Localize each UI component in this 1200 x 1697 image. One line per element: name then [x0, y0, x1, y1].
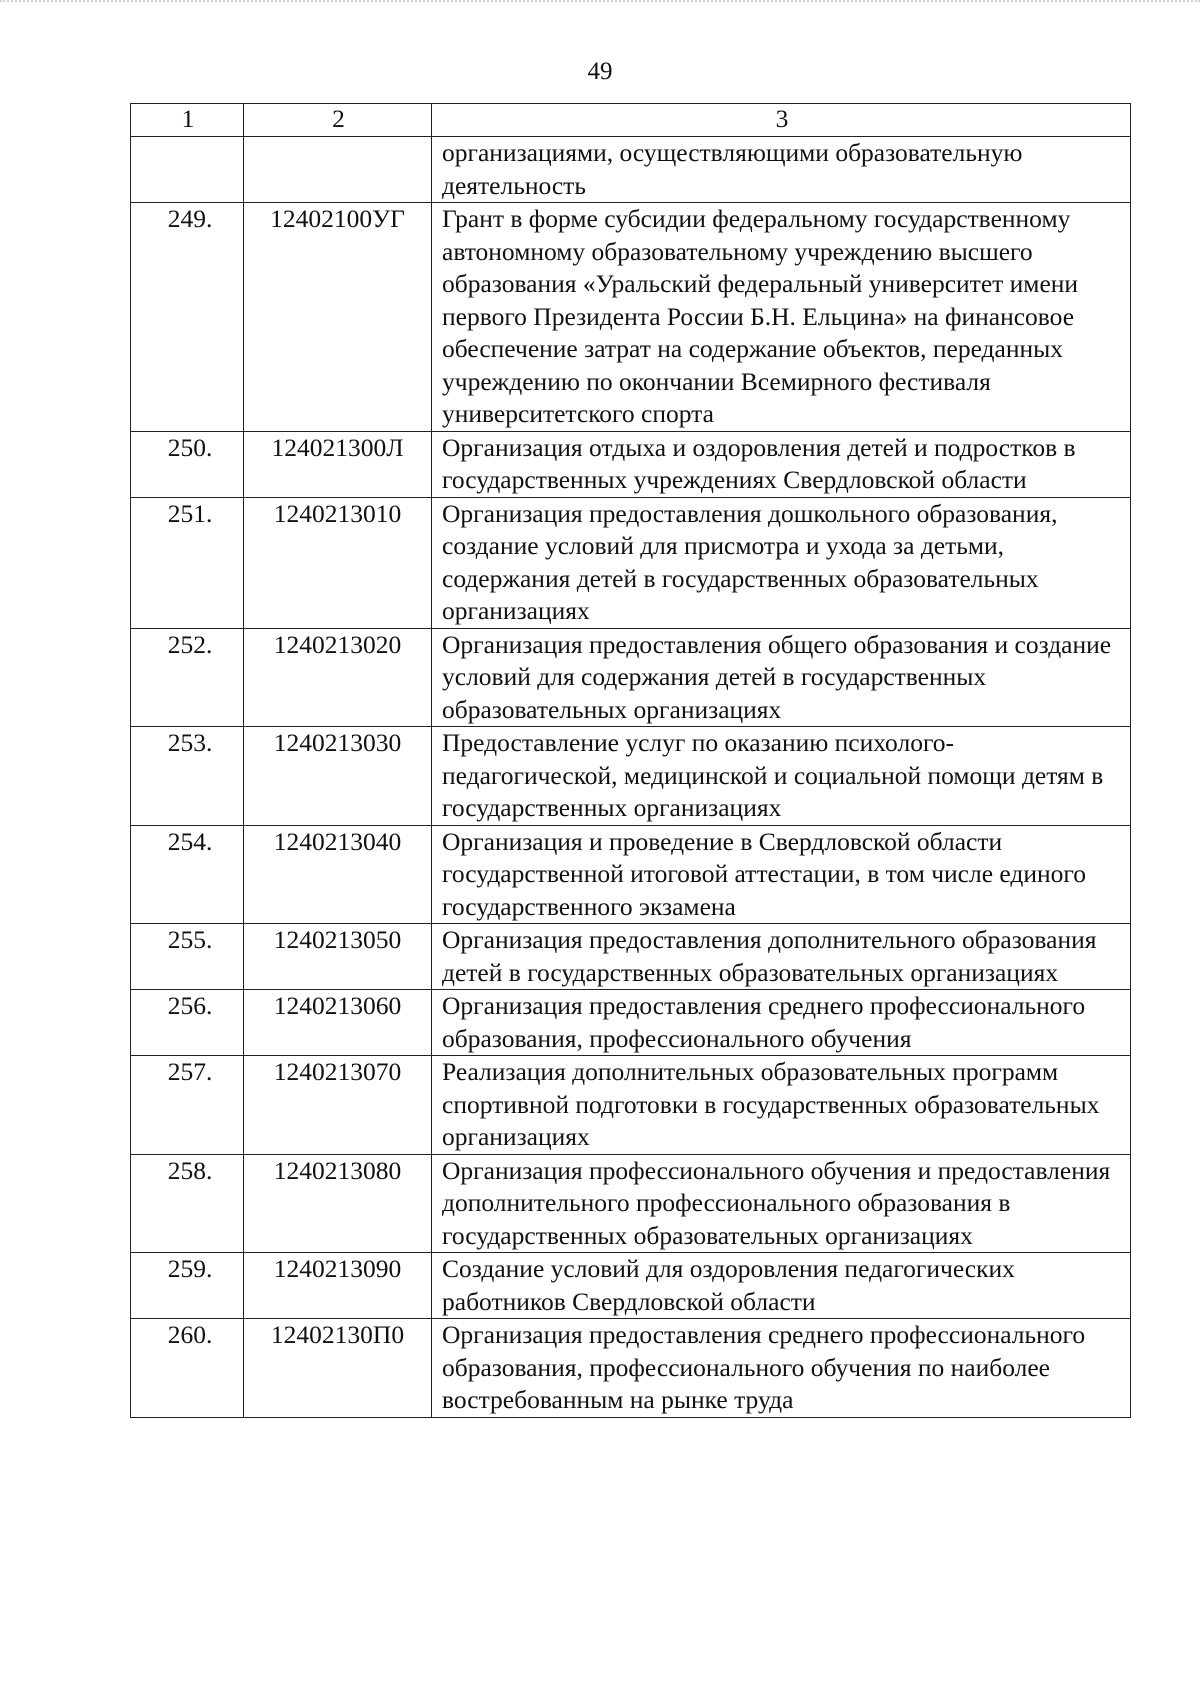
row-description: Организация профессионального обучения и предоставления дополнительного профессионального образования в государственных образовательных организациях — [432, 1154, 1131, 1253]
table-row-continuation — [131, 137, 1131, 203]
row-description: Организация предоставления дополнительного образования детей в государственных образовательных организациях — [432, 924, 1131, 990]
row-number: 250. — [131, 431, 244, 497]
row-number: 254. — [131, 825, 244, 924]
header-col-3: 3 — [432, 104, 1131, 137]
table-row — [131, 924, 1131, 990]
row-description: Создание условий для оздоровления педагогических работников Свердловской области — [432, 1253, 1131, 1319]
table-row — [131, 1253, 1131, 1319]
table-row — [131, 825, 1131, 924]
row-number: 258. — [131, 1154, 244, 1253]
row-number: 252. — [131, 628, 244, 727]
header-col-2: 2 — [244, 104, 432, 137]
row-number: 259. — [131, 1253, 244, 1319]
row-description: Организация предоставления среднего профессионального образования, профессионального обучения по наиболее востребованным на рынке труда — [432, 1319, 1131, 1418]
row-code: 1240213060 — [244, 990, 432, 1056]
row-description: организациями, осуществляющими образовательную деятельность — [432, 137, 1131, 203]
row-code: 1240213090 — [244, 1253, 432, 1319]
row-description: Реализация дополнительных образовательных программ спортивной подготовки в государственных образовательных организациях — [432, 1056, 1131, 1155]
row-description: Организация предоставления среднего профессионального образования, профессионального обучения — [432, 990, 1131, 1056]
scan-top-edge — [0, 0, 1200, 24]
table-row — [131, 1154, 1131, 1253]
table-row — [131, 431, 1131, 497]
row-number — [131, 137, 244, 203]
table-row — [131, 990, 1131, 1056]
table-header-row — [131, 104, 1131, 137]
table-row — [131, 497, 1131, 628]
row-code: 12402130П0 — [244, 1319, 432, 1418]
row-code: 1240213020 — [244, 628, 432, 727]
table-row — [131, 628, 1131, 727]
row-number: 255. — [131, 924, 244, 990]
row-code: 12402100УГ — [244, 203, 432, 432]
row-description: Организация предоставления дошкольного образования, создание условий для присмотра и ухода за детьми, содержания детей в государственных образовательных организациях — [432, 497, 1131, 628]
row-code: 1240213070 — [244, 1056, 432, 1155]
table-row — [131, 1319, 1131, 1418]
row-code: 1240213040 — [244, 825, 432, 924]
budget-code-table — [130, 103, 1131, 1418]
row-description: Организация и проведение в Свердловской области государственной итоговой аттестации, в том числе единого государственного экзамена — [432, 825, 1131, 924]
row-code — [244, 137, 432, 203]
page-number: 49 — [587, 58, 613, 85]
row-number: 249. — [131, 203, 244, 432]
row-number: 257. — [131, 1056, 244, 1155]
row-description: Организация предоставления общего образования и создание условий для содержания детей в государственных образовательных организациях — [432, 628, 1131, 727]
row-number: 260. — [131, 1319, 244, 1418]
row-number: 253. — [131, 727, 244, 826]
row-description: Организация отдыха и оздоровления детей и подростков в государственных учреждениях Свердловской области — [432, 431, 1131, 497]
row-code: 124021300Л — [244, 431, 432, 497]
row-description: Грант в форме субсидии федеральному государственному автономному образовательному учреждению высшего образования «Уральский федеральный университет имени первого Президента России Б.Н. Ельцина» на финансовое обеспечение затрат на содержание объектов, переданных учреждению по окончании Всемирного фестиваля университетского спорта — [432, 203, 1131, 432]
row-code: 1240213080 — [244, 1154, 432, 1253]
header-col-1: 1 — [131, 104, 244, 137]
row-code: 1240213010 — [244, 497, 432, 628]
table-row — [131, 727, 1131, 826]
row-description: Предоставление услуг по оказанию психолого-педагогической, медицинской и социальной помощи детям в государственных организациях — [432, 727, 1131, 826]
table-row — [131, 203, 1131, 432]
row-code: 1240213050 — [244, 924, 432, 990]
row-code: 1240213030 — [244, 727, 432, 826]
row-number: 251. — [131, 497, 244, 628]
table-row — [131, 1056, 1131, 1155]
row-number: 256. — [131, 990, 244, 1056]
